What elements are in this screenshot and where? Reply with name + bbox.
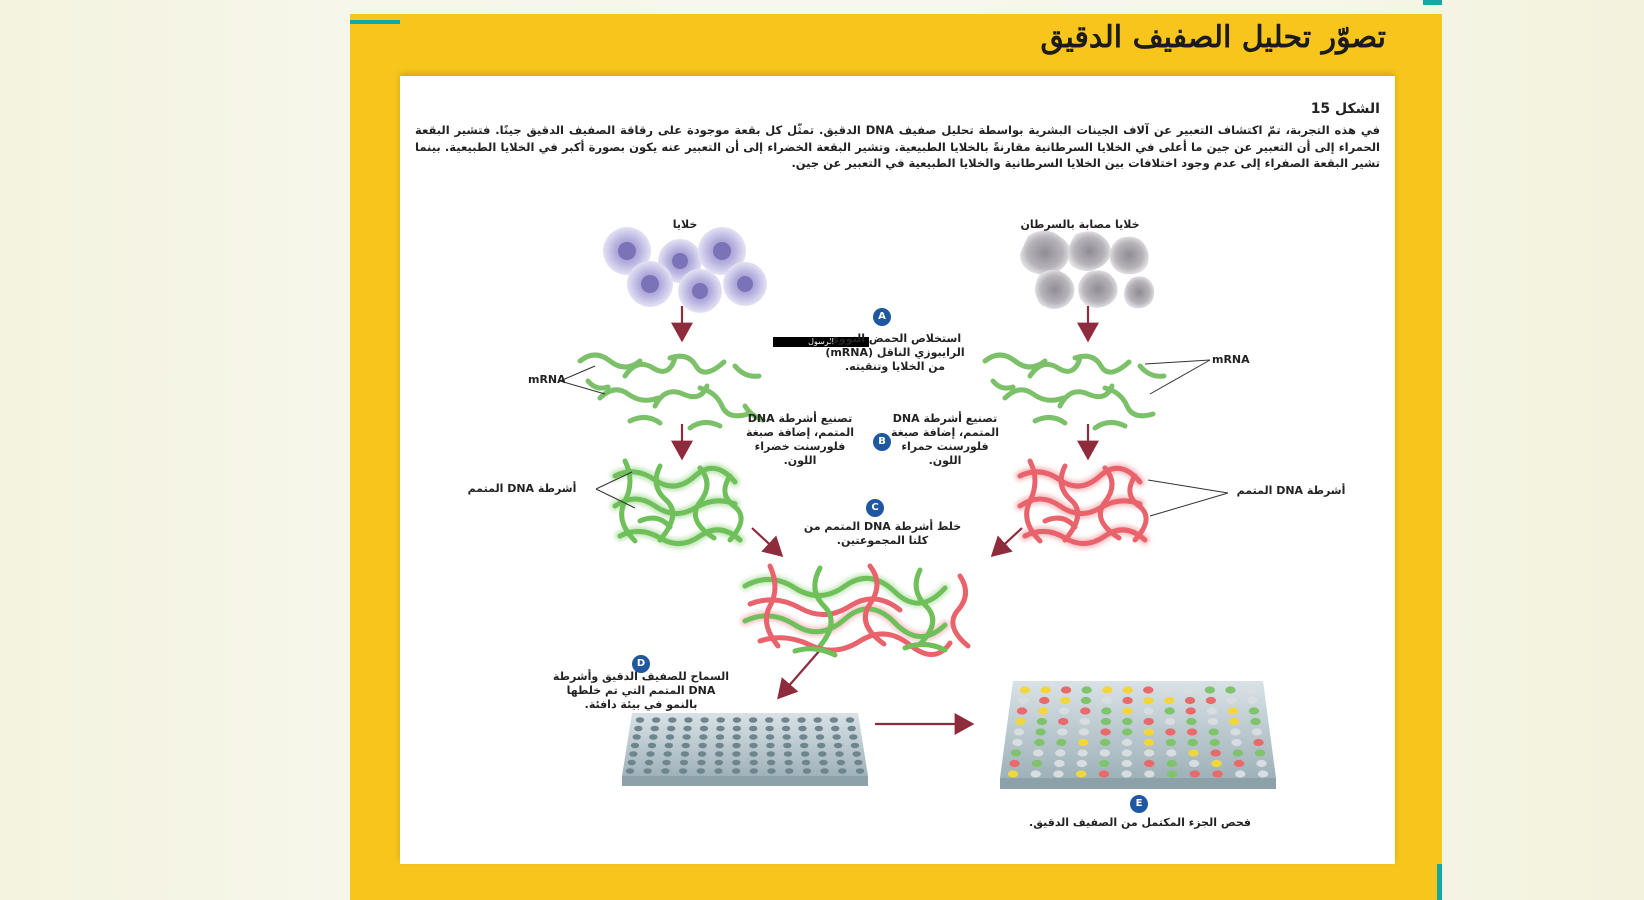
- array-spot-colored: [1034, 739, 1044, 746]
- array-spot: [732, 751, 740, 757]
- array-spot-colored: [1057, 728, 1067, 735]
- array-spot: [700, 726, 708, 732]
- array-spot: [851, 743, 859, 749]
- array-spot-colored: [1061, 686, 1071, 693]
- mrna-label-right: mRNA: [1212, 353, 1250, 366]
- array-spot-colored: [1188, 749, 1198, 756]
- array-spot: [767, 768, 775, 774]
- array-spot-colored: [1076, 770, 1086, 777]
- array-spot-colored: [1031, 770, 1041, 777]
- array-spot: [749, 751, 757, 757]
- array-spot-colored: [1101, 718, 1111, 725]
- array-spot: [699, 734, 707, 740]
- array-spot: [632, 734, 640, 740]
- array-spot: [634, 726, 642, 732]
- array-spot-colored: [1081, 697, 1091, 704]
- array-spot-colored: [1017, 707, 1027, 714]
- array-spot-colored: [1188, 739, 1198, 746]
- array-spot: [765, 726, 773, 732]
- array-spot-colored: [1233, 749, 1243, 756]
- teal-accent-right: [1423, 0, 1442, 5]
- array-spot: [835, 751, 843, 757]
- array-spot-colored: [1209, 728, 1219, 735]
- array-spot-colored: [1166, 749, 1176, 756]
- figure-label: الشكل 15: [1310, 101, 1380, 117]
- array-spot: [627, 760, 635, 766]
- array-spot: [666, 734, 674, 740]
- array-spot-colored: [1078, 739, 1088, 746]
- array-spot: [646, 751, 654, 757]
- array-spot: [683, 726, 691, 732]
- array-spot-colored: [1079, 718, 1089, 725]
- array-spot-colored: [1060, 697, 1070, 704]
- array-spot-colored: [1122, 739, 1132, 746]
- empty-microarray: [622, 713, 868, 786]
- array-spot: [698, 751, 706, 757]
- array-spot: [714, 768, 722, 774]
- array-spot-colored: [1011, 749, 1021, 756]
- array-spot-colored: [1187, 728, 1197, 735]
- array-spot: [816, 734, 824, 740]
- array-spot: [784, 760, 792, 766]
- array-spot-colored: [1100, 728, 1110, 735]
- array-spot: [817, 743, 825, 749]
- array-spot: [732, 743, 740, 749]
- array-spot-colored: [1212, 770, 1222, 777]
- array-spot-colored: [1167, 770, 1177, 777]
- array-spot-colored: [1143, 686, 1153, 693]
- array-spot-colored: [1122, 728, 1132, 735]
- array-spot: [682, 743, 690, 749]
- array-spot-colored: [1249, 707, 1259, 714]
- array-spot: [813, 717, 821, 723]
- array-spot-colored: [1122, 697, 1132, 704]
- array-spot: [852, 751, 860, 757]
- mrna-strands-right: [985, 355, 1164, 428]
- array-spot: [802, 760, 810, 766]
- array-spot-colored: [1210, 749, 1220, 756]
- array-spot: [765, 717, 773, 723]
- array-spot: [649, 734, 657, 740]
- step-c-label: خلط أشرطة DNA المتمم من كلتا المجموعتين.: [803, 520, 962, 547]
- array-spot: [629, 751, 637, 757]
- array-spot: [626, 768, 634, 774]
- array-spot-colored: [1143, 718, 1153, 725]
- array-spot: [732, 734, 740, 740]
- array-spot-colored: [1229, 718, 1239, 725]
- array-spot-colored: [1102, 686, 1112, 693]
- array-spot-colored: [1235, 770, 1245, 777]
- array-spot: [784, 751, 792, 757]
- array-spot: [643, 768, 651, 774]
- array-spot: [781, 717, 789, 723]
- array-spot-colored: [1056, 739, 1066, 746]
- array-spot: [797, 717, 805, 723]
- array-spot: [767, 751, 775, 757]
- array-spot-colored: [1012, 739, 1022, 746]
- array-spot: [830, 717, 838, 723]
- step-b-green-label: تصنيع أشرطة DNA المتمم، إضافة صبغة فلورسنت خضراء اللون.: [745, 412, 854, 467]
- array-spot-colored: [1144, 739, 1154, 746]
- cdna-label-left: أشرطة DNA المتمم: [467, 482, 577, 495]
- array-spot: [715, 743, 723, 749]
- array-spot: [837, 760, 845, 766]
- array-spot: [815, 726, 823, 732]
- array-spot: [668, 717, 676, 723]
- array-spot: [847, 726, 855, 732]
- array-spot: [648, 743, 656, 749]
- array-spot-colored: [1255, 749, 1265, 756]
- array-spot: [680, 760, 688, 766]
- array-spot-colored: [1122, 718, 1132, 725]
- array-spot-colored: [1144, 760, 1154, 767]
- array-spot: [682, 734, 690, 740]
- step-b-red-label: تصنيع أشرطة DNA المتمم، إضافة صبغة فلورسنت حمراء اللون.: [890, 412, 999, 467]
- figure-panel: [400, 76, 1395, 864]
- badge-a: A: [873, 308, 891, 326]
- array-spot-colored: [1099, 760, 1109, 767]
- array-spot-colored: [1081, 686, 1091, 693]
- array-spot-colored: [1165, 718, 1175, 725]
- array-spot: [684, 717, 692, 723]
- array-spot: [716, 734, 724, 740]
- array-spot: [636, 717, 644, 723]
- array-spot-colored: [1225, 686, 1235, 693]
- array-spot-colored: [1144, 749, 1154, 756]
- array-spot-colored: [1020, 686, 1030, 693]
- mrna-strands-left: [580, 355, 763, 428]
- page-title: تصوّر تحليل الصفيف الدقيق: [1040, 20, 1386, 55]
- cancer-cells: [1020, 230, 1154, 309]
- array-spot: [697, 760, 705, 766]
- green-cdna-cluster: [615, 461, 741, 544]
- array-spot: [667, 726, 675, 732]
- array-spot-colored: [1009, 760, 1019, 767]
- array-spot-colored: [1037, 718, 1047, 725]
- array-spot-colored: [1015, 718, 1025, 725]
- array-spot-colored: [1258, 770, 1268, 777]
- red-cdna-cluster: [1020, 461, 1146, 544]
- badge-b: B: [873, 433, 891, 451]
- array-spot: [854, 760, 862, 766]
- array-spot-colored: [1080, 707, 1090, 714]
- teal-accent-bottom: [1437, 864, 1442, 900]
- array-spot: [716, 726, 724, 732]
- array-spot-colored: [1123, 686, 1133, 693]
- array-spot-colored: [1144, 770, 1154, 777]
- array-spot-colored: [1121, 770, 1131, 777]
- array-spot-colored: [1079, 728, 1089, 735]
- mrna-label-left: mRNA: [528, 373, 566, 386]
- array-spot-colored: [1039, 697, 1049, 704]
- array-spot: [715, 751, 723, 757]
- array-spot-colored: [1033, 749, 1043, 756]
- array-spot-colored: [1038, 707, 1048, 714]
- array-spot-colored: [1190, 770, 1200, 777]
- step-e-label: فحص الجزء المكتمل من الصفيف الدقيق.: [1029, 816, 1251, 829]
- figure-caption: في هذه التجربة، تمّ اكتشاف التعبير عن آلاف الجينات البشرية بواسطة تحليل صفيف DNA الدقيق. تمثّل كل بقعة موجودة على رقاقة الصفيف الدقيق جينًا. فتشير البقعة الحمراء إلى أن التعبير عن جين ما أعلى في الخلايا السرطانية مقارنةً بالخلايا الطبيعية. وتشير البقعة الخضراء إلى أن التعبير عنه يكون بصورة أكبر في الخلايا الطبيعية. بينما تشير البقعة الصفراء إلى عدم وجود اختلافات بين الخلايا السرطانية والخلايا الطبيعية في التعبير عن جين.: [415, 123, 1380, 170]
- array-spot: [803, 768, 811, 774]
- array-spot: [849, 734, 857, 740]
- array-spot-colored: [1144, 728, 1154, 735]
- array-spot: [766, 734, 774, 740]
- array-spot: [733, 717, 741, 723]
- cancer-cells-label: خلايا مصابة بالسرطان: [1020, 218, 1140, 231]
- array-spot: [750, 768, 758, 774]
- array-spot: [766, 743, 774, 749]
- array-spot-colored: [1209, 739, 1219, 746]
- array-spot-colored: [1208, 718, 1218, 725]
- array-spot-colored: [1228, 707, 1238, 714]
- array-spot-colored: [1252, 728, 1262, 735]
- array-spot-colored: [1143, 707, 1153, 714]
- array-spot: [831, 726, 839, 732]
- badge-e: E: [1130, 795, 1148, 813]
- badge-d: D: [632, 655, 650, 673]
- array-spot-colored: [1143, 697, 1153, 704]
- array-spot-colored: [1077, 760, 1087, 767]
- array-spot: [820, 768, 828, 774]
- microarray-diagram: [400, 76, 1395, 864]
- array-spot-colored: [1122, 707, 1132, 714]
- array-spot: [798, 726, 806, 732]
- array-spot-colored: [1185, 697, 1195, 704]
- array-spot: [700, 717, 708, 723]
- array-spot-colored: [1058, 718, 1068, 725]
- array-spot-colored: [1253, 739, 1263, 746]
- array-spot-colored: [1186, 707, 1196, 714]
- array-spot: [800, 743, 808, 749]
- array-spot-colored: [1055, 749, 1065, 756]
- array-spot: [665, 743, 673, 749]
- array-spot-colored: [1207, 707, 1217, 714]
- array-spot-colored: [1205, 686, 1215, 693]
- array-spot-colored: [1077, 749, 1087, 756]
- mixed-cdna-cluster: [745, 566, 968, 655]
- array-spot: [750, 760, 758, 766]
- array-spot: [783, 743, 791, 749]
- array-spot-colored: [1164, 697, 1174, 704]
- array-spot: [732, 768, 740, 774]
- array-spot: [767, 760, 775, 766]
- teal-accent-left: [350, 20, 400, 24]
- array-spot-colored: [1054, 760, 1064, 767]
- array-spot: [661, 768, 669, 774]
- array-spot-colored: [1053, 770, 1063, 777]
- array-spot: [832, 734, 840, 740]
- array-spot-colored: [1211, 760, 1221, 767]
- array-spot-colored: [1099, 770, 1109, 777]
- array-spot-colored: [1189, 760, 1199, 767]
- overlay-tag: الرسول: [773, 337, 869, 347]
- array-spot: [645, 760, 653, 766]
- array-spot: [846, 717, 854, 723]
- array-spot-colored: [1165, 728, 1175, 735]
- array-spot-colored: [1100, 739, 1110, 746]
- step-d-label: السماح للصفيف الدقيق وأشرطة DNA المتمم التي تم خلطها بالنمو في بيئة دافئة.: [552, 670, 730, 711]
- array-spot: [698, 743, 706, 749]
- array-spot-colored: [1101, 707, 1111, 714]
- array-spot-colored: [1102, 697, 1112, 704]
- normal-cells: [603, 227, 767, 313]
- array-spot-colored: [1230, 728, 1240, 735]
- array-spot: [749, 726, 757, 732]
- array-spot: [663, 751, 671, 757]
- array-spot-colored: [1018, 697, 1028, 704]
- array-spot: [782, 726, 790, 732]
- array-spot-colored: [1014, 728, 1024, 735]
- array-spot-colored: [1186, 718, 1196, 725]
- array-spot-colored: [1234, 760, 1244, 767]
- array-spot-colored: [1122, 749, 1132, 756]
- array-spot: [785, 768, 793, 774]
- array-spot: [679, 768, 687, 774]
- array-spot-colored: [1256, 760, 1266, 767]
- array-spot-colored: [1250, 718, 1260, 725]
- array-spot-colored: [1206, 697, 1216, 704]
- array-spot: [799, 734, 807, 740]
- array-spot-colored: [1166, 760, 1176, 767]
- array-spot-colored: [1164, 686, 1174, 693]
- array-spot: [749, 734, 757, 740]
- array-spot: [697, 768, 705, 774]
- array-spot: [652, 717, 660, 723]
- array-spot: [715, 760, 723, 766]
- array-spot-colored: [1184, 686, 1194, 693]
- array-spot-colored: [1164, 707, 1174, 714]
- array-spot: [631, 743, 639, 749]
- array-spot-colored: [1247, 697, 1257, 704]
- array-spot-colored: [1231, 739, 1241, 746]
- array-spot: [749, 743, 757, 749]
- array-spot: [819, 760, 827, 766]
- array-spot: [749, 717, 757, 723]
- array-spot-colored: [1040, 686, 1050, 693]
- array-spot: [651, 726, 659, 732]
- array-spot-colored: [1035, 728, 1045, 735]
- array-spot-colored: [1122, 760, 1132, 767]
- array-spot-colored: [1008, 770, 1018, 777]
- array-spot: [801, 751, 809, 757]
- array-spot: [662, 760, 670, 766]
- array-spot: [732, 760, 740, 766]
- array-spot: [733, 726, 741, 732]
- array-spot: [838, 768, 846, 774]
- array-spot-colored: [1032, 760, 1042, 767]
- array-spot: [782, 734, 790, 740]
- array-spot: [818, 751, 826, 757]
- array-spot-colored: [1166, 739, 1176, 746]
- array-spot: [856, 768, 864, 774]
- normal-cells-label: خلايا: [672, 218, 698, 231]
- badge-c: C: [866, 499, 884, 517]
- array-spot: [717, 717, 725, 723]
- array-spot: [681, 751, 689, 757]
- array-spot: [834, 743, 842, 749]
- array-spot-colored: [1226, 697, 1236, 704]
- array-spot-colored: [1059, 707, 1069, 714]
- developed-microarray: [1000, 681, 1276, 789]
- array-spot-colored: [1100, 749, 1110, 756]
- step-a-label: استخلاص الحمض النووي الرايبوزي الناقل (mRNA) من الخلايا وتنقيته.: [825, 332, 965, 373]
- cdna-label-right: أشرطة DNA المتمم: [1236, 484, 1346, 497]
- array-spot-colored: [1246, 686, 1256, 693]
